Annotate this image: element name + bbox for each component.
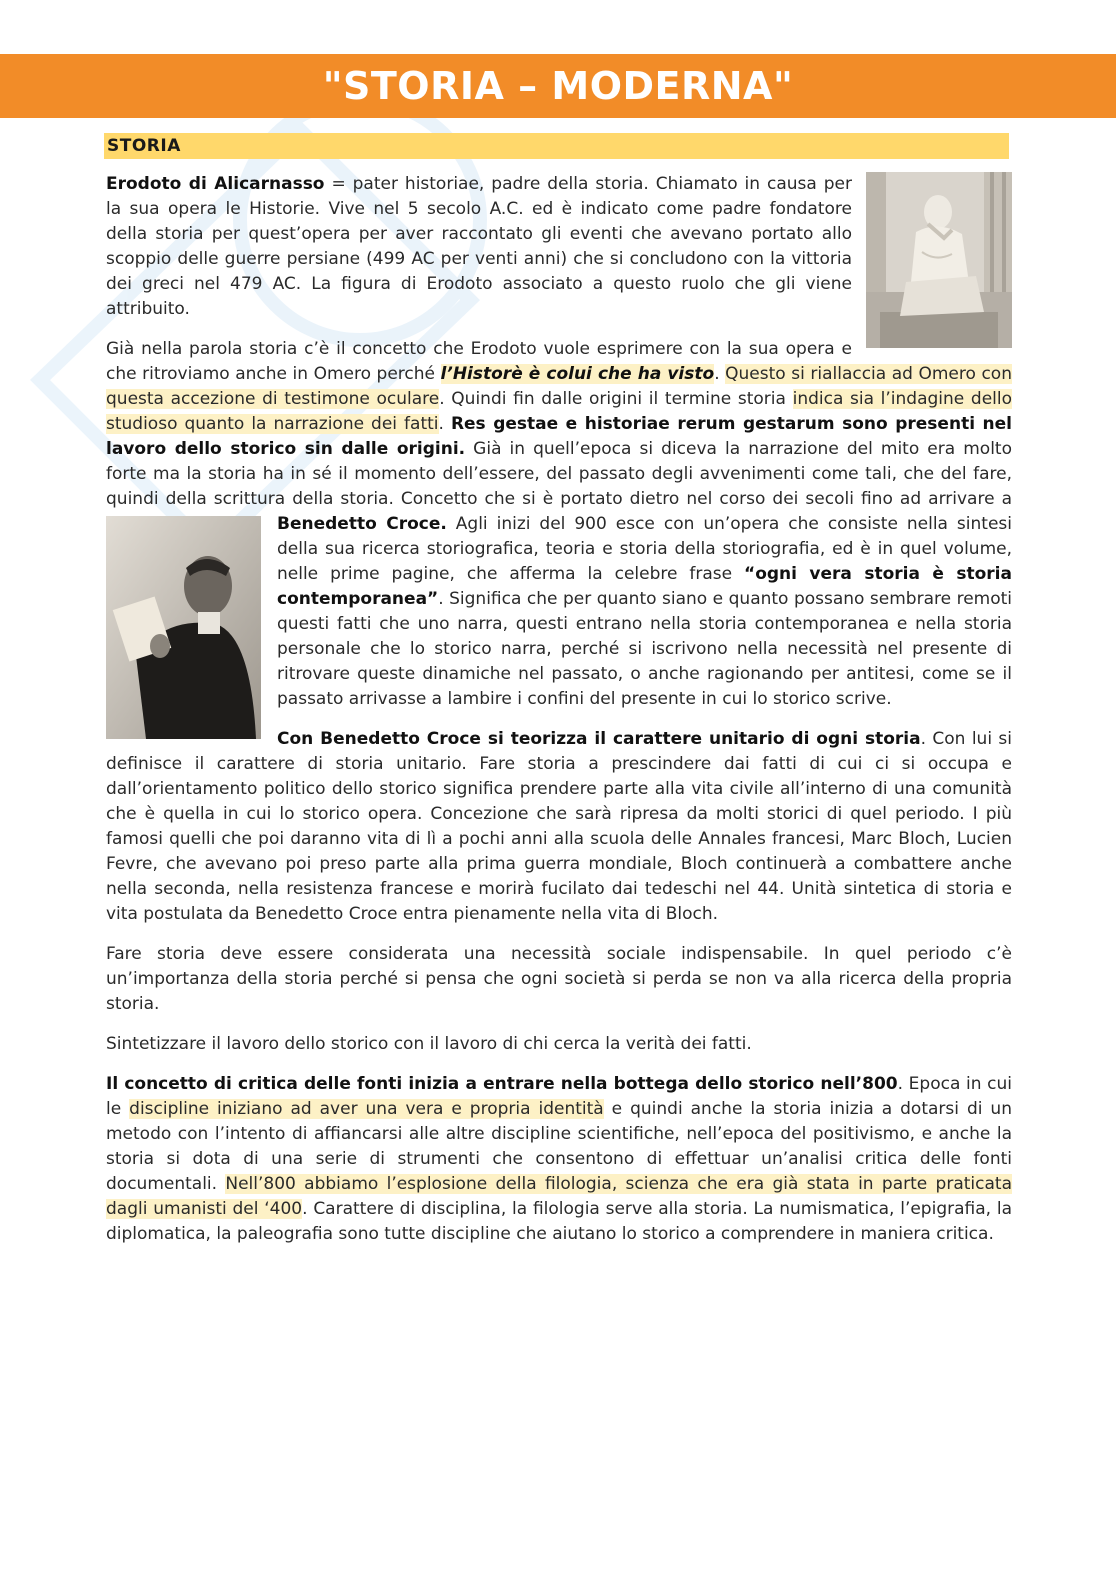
res-gestae-statement: Res gestae e historiae rerum gestarum sono presenti nel lavoro dello storico sin dalle origini.	[106, 414, 1013, 459]
paragraph-sintesi: Sintetizzare il lavoro dello storico con il lavoro di chi cerca la verità dei fatti.	[106, 1034, 752, 1054]
highlight-discipline: discipline iniziano ad aver una vera e propria identità	[129, 1099, 604, 1119]
croce-quote: “ogni vera storia è storia contemporanea”	[277, 564, 1012, 609]
critica-text-2: e quindi anche la storia inizia a dotarsi di un metodo con l’intento di affiancarsi alle altre discipline scientifiche, nell’epoca del positivismo, e anche la storia si dota di una serie di strumenti che consentono di effettuar un’analisi critica delle fonti documentali.	[106, 1099, 1012, 1194]
paragraph-necessita-sociale: Fare storia deve essere considerata una necessità sociale indispensabile. In quel periodo c’è un’importanza della storia perché si pensa che ogni società si perda se non va alla ricerca della propria storia.	[106, 944, 1012, 1014]
document-body	[106, 172, 1012, 1262]
critica-text-1: . Epoca in cui le	[106, 1074, 1012, 1119]
croce-portrait-image	[106, 516, 261, 739]
paragraph-croce-unitario	[106, 727, 1012, 927]
historia-text-1: Già nella parola storia c’è il concetto che Erodoto vuole esprimere con la sua opera e che ritroviamo anche in Omero perché	[106, 339, 852, 384]
section-header	[104, 133, 1009, 159]
historia-text-2: .	[714, 364, 726, 384]
historia-text-4: .	[438, 414, 451, 434]
historia-text-7: . Significa che per quanto siano e quanto possano sembrare remoti questi fatti che uno narra, questi entrano nella storia contemporanea e nella storia personale che lo storico narra, perché si iscrivono nella necessità nel presente di ritrovare queste dinamiche nel passato, o anche ragionando per antitesi, come se il passato arrivasse a lambire i confini del presente in cui lo storico scrive.	[277, 589, 1012, 709]
herodotus-statue-image	[866, 172, 1012, 348]
highlight-indagine: indica sia l’indagine dello studioso quanto la narrazione dei fatti	[106, 389, 1013, 434]
highlight-omero: Questo si riallaccia ad Omero con questa accezione di testimone oculare	[106, 364, 1012, 409]
historia-text-3: . Quindi fin dalle origini il termine storia	[439, 389, 793, 409]
document-title: "STORIA – MODERNA"	[322, 64, 794, 108]
paragraph-historia	[106, 337, 1012, 712]
paragraph-critica-fonti	[106, 1072, 1012, 1247]
highlight-histore: l’Historè è colui che ha visto	[440, 364, 715, 384]
historia-text-5: Già in quell’epoca si diceva la narrazione del mito era molto forte ma la storia ha in sé il momento dell’essere, del passato degli avvenimenti come tali, che del fare, quindi della scrittura della storia. Concetto che si è portato dietro nel corso dei secoli fino ad arrivare a	[106, 439, 1012, 509]
title-banner	[0, 54, 1116, 118]
historia-text-6: Agli inizi del 900 esce con un’opera che consiste nella sintesi della sua ricerca storiografica, teoria e storia della storiografia, ed è in quel volume, nelle prime pagine, che afferma la celebre frase	[277, 514, 1012, 584]
erodoto-text: = pater historiae, padre della storia. Chiamato in causa per la sua opera le Historie. Vive nel 5 secolo A.C. ed è indicato come padre fondatore della storia per quest’opera per aver raccontato gli eventi che avevano portato allo scoppio delle guerre persiane (499 AC per venti anni) che si concludono con la vittoria dei greci nel 479 AC. La figura di Erodoto associato a questo ruolo che gli viene attribuito.	[106, 174, 852, 319]
critica-text-3: . Carattere di disciplina, la filologia serve alla storia. La numismatica, l’epigrafia, la diplomatica, la paleografia sono tutte discipline che aiutano lo storico a comprendere in maniera critica.	[106, 1199, 1012, 1244]
croce-name: Benedetto Croce.	[277, 514, 447, 534]
critica-fonti-statement: Il concetto di critica delle fonti inizia a entrare nella bottega dello storico nell’800	[106, 1074, 898, 1094]
paragraph-erodoto	[106, 172, 1012, 322]
erodoto-name: Erodoto di Alicarnasso	[106, 174, 325, 194]
croce-unitario-statement: Con Benedetto Croce si teorizza il carattere unitario di ogni storia	[277, 729, 921, 749]
croce-unitario-text: . Con lui si definisce il carattere di storia unitario. Fare storia a prescindere dai fatti di cui ci si occupa e dall’orientamento politico dello storico significa prendere parte alla vita civile all’interno di una comunità che è quella in cui lo storico opera. Concezione che sarà ripresa da molti storici di quel periodo. I più famosi quelli che poi daranno vita di lì a pochi anni alla scuola delle Annales francesi, Marc Bloch, Lucien Fevre, che avevano poi preso parte alla prima guerra mondiale, Bloch continuerà a combattere anche nella seconda, nella resistenza francese e morirà fucilato dai tedeschi nel 44. Unità sintetica di storia e vita postulata da Benedetto Croce entra pienamente nella vita di Bloch.	[106, 729, 1013, 924]
section-title: STORIA	[107, 136, 181, 156]
highlight-filologia: Nell’800 abbiamo l’esplosione della filologia, scienza che era già stata in parte praticata dagli umanisti del ‘400	[106, 1174, 1012, 1219]
